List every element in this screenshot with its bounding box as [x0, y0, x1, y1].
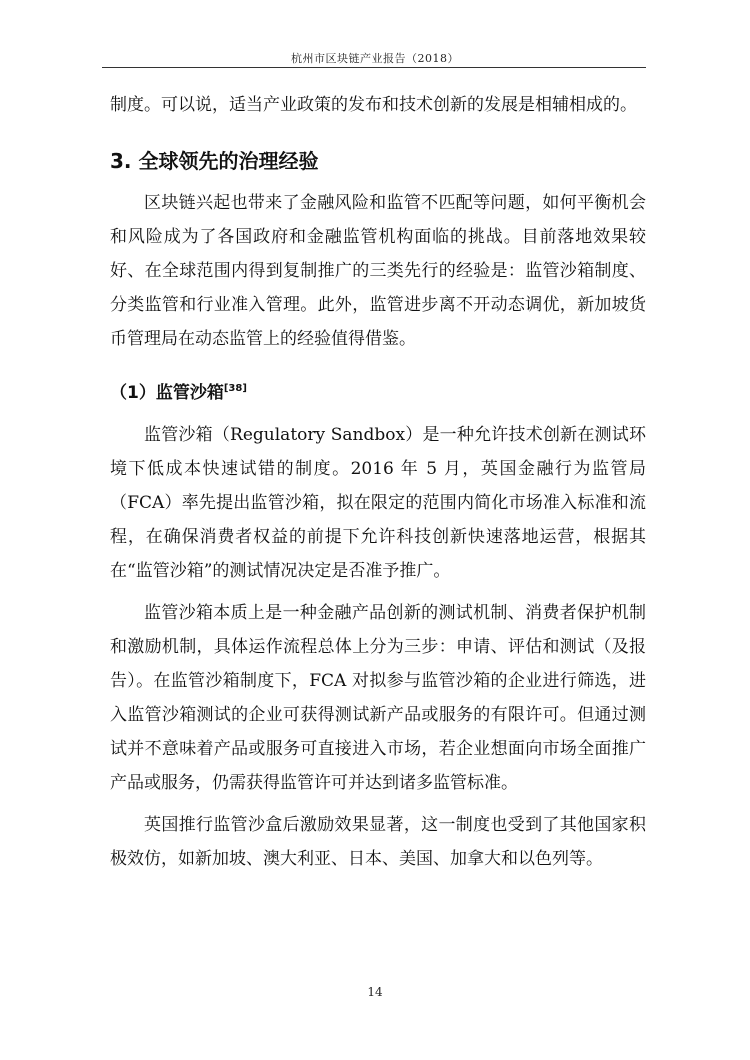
paragraph-governance-intro: 区块链兴起也带来了金融风险和监管不匹配等问题，如何平衡机会和风险成为了各国政府和金融监管机构面临的挑战。目前落地效果较好、在全球范围内得到复制推广的三类先行的经验是：监管沙箱制度、分类监管和行业准入管理。此外，监管进步离不开动态调优，新加坡货币管理局在动态监管上的经验值得借鉴。 — [110, 193, 646, 349]
page-body — [110, 88, 646, 876]
section-heading: 3. 全球领先的治理经验 — [110, 149, 319, 173]
page-number: 14 — [367, 985, 383, 999]
running-header: 杭州市区块链产业报告（2018） — [291, 52, 459, 65]
paragraph-sandbox-definition: 监管沙箱（Regulatory Sandbox）是一种允许技术创新在测试环境下低成本快速试错的制度。2016 年 5 月，英国金融行为监管局（FCA）率先提出监管沙箱，拟在限定的范围内简化市场准入标准和流程，在确保消费者权益的前提下允许科技创新快速落地运营，根据其在“监管沙箱”的测试情况决定是否准予推广。 — [110, 425, 646, 581]
paragraph-continued: 制度。可以说，适当产业政策的发布和技术创新的发展是相辅相成的。 — [110, 95, 637, 115]
citation-marker: [38] — [223, 383, 247, 394]
header-divider — [102, 67, 646, 68]
paragraph-sandbox-adoption: 英国推行监管沙盒后激励效果显著，这一制度也受到了其他国家积极效仿，如新加坡、澳大利亚、日本、美国、加拿大和以色列等。 — [110, 815, 646, 869]
paragraph-sandbox-mechanism: 监管沙箱本质上是一种金融产品创新的测试机制、消费者保护机制和激励机制，具体运作流程总体上分为三步：申请、评估和测试（及报告）。在监管沙箱制度下，FCA 对拟参与监管沙箱的企业进行筛选，进入监管沙箱测试的企业可获得测试新产品或服务的有限许可。但通过测试并不意味着产品或服务可直接进入市场，若企业想面向市场全面推广产品或服务，仍需获得监管许可并达到诸多监管标准。 — [110, 603, 646, 793]
subsection-heading — [110, 372, 646, 410]
subsection-heading-text: （1）监管沙箱 — [110, 383, 224, 403]
